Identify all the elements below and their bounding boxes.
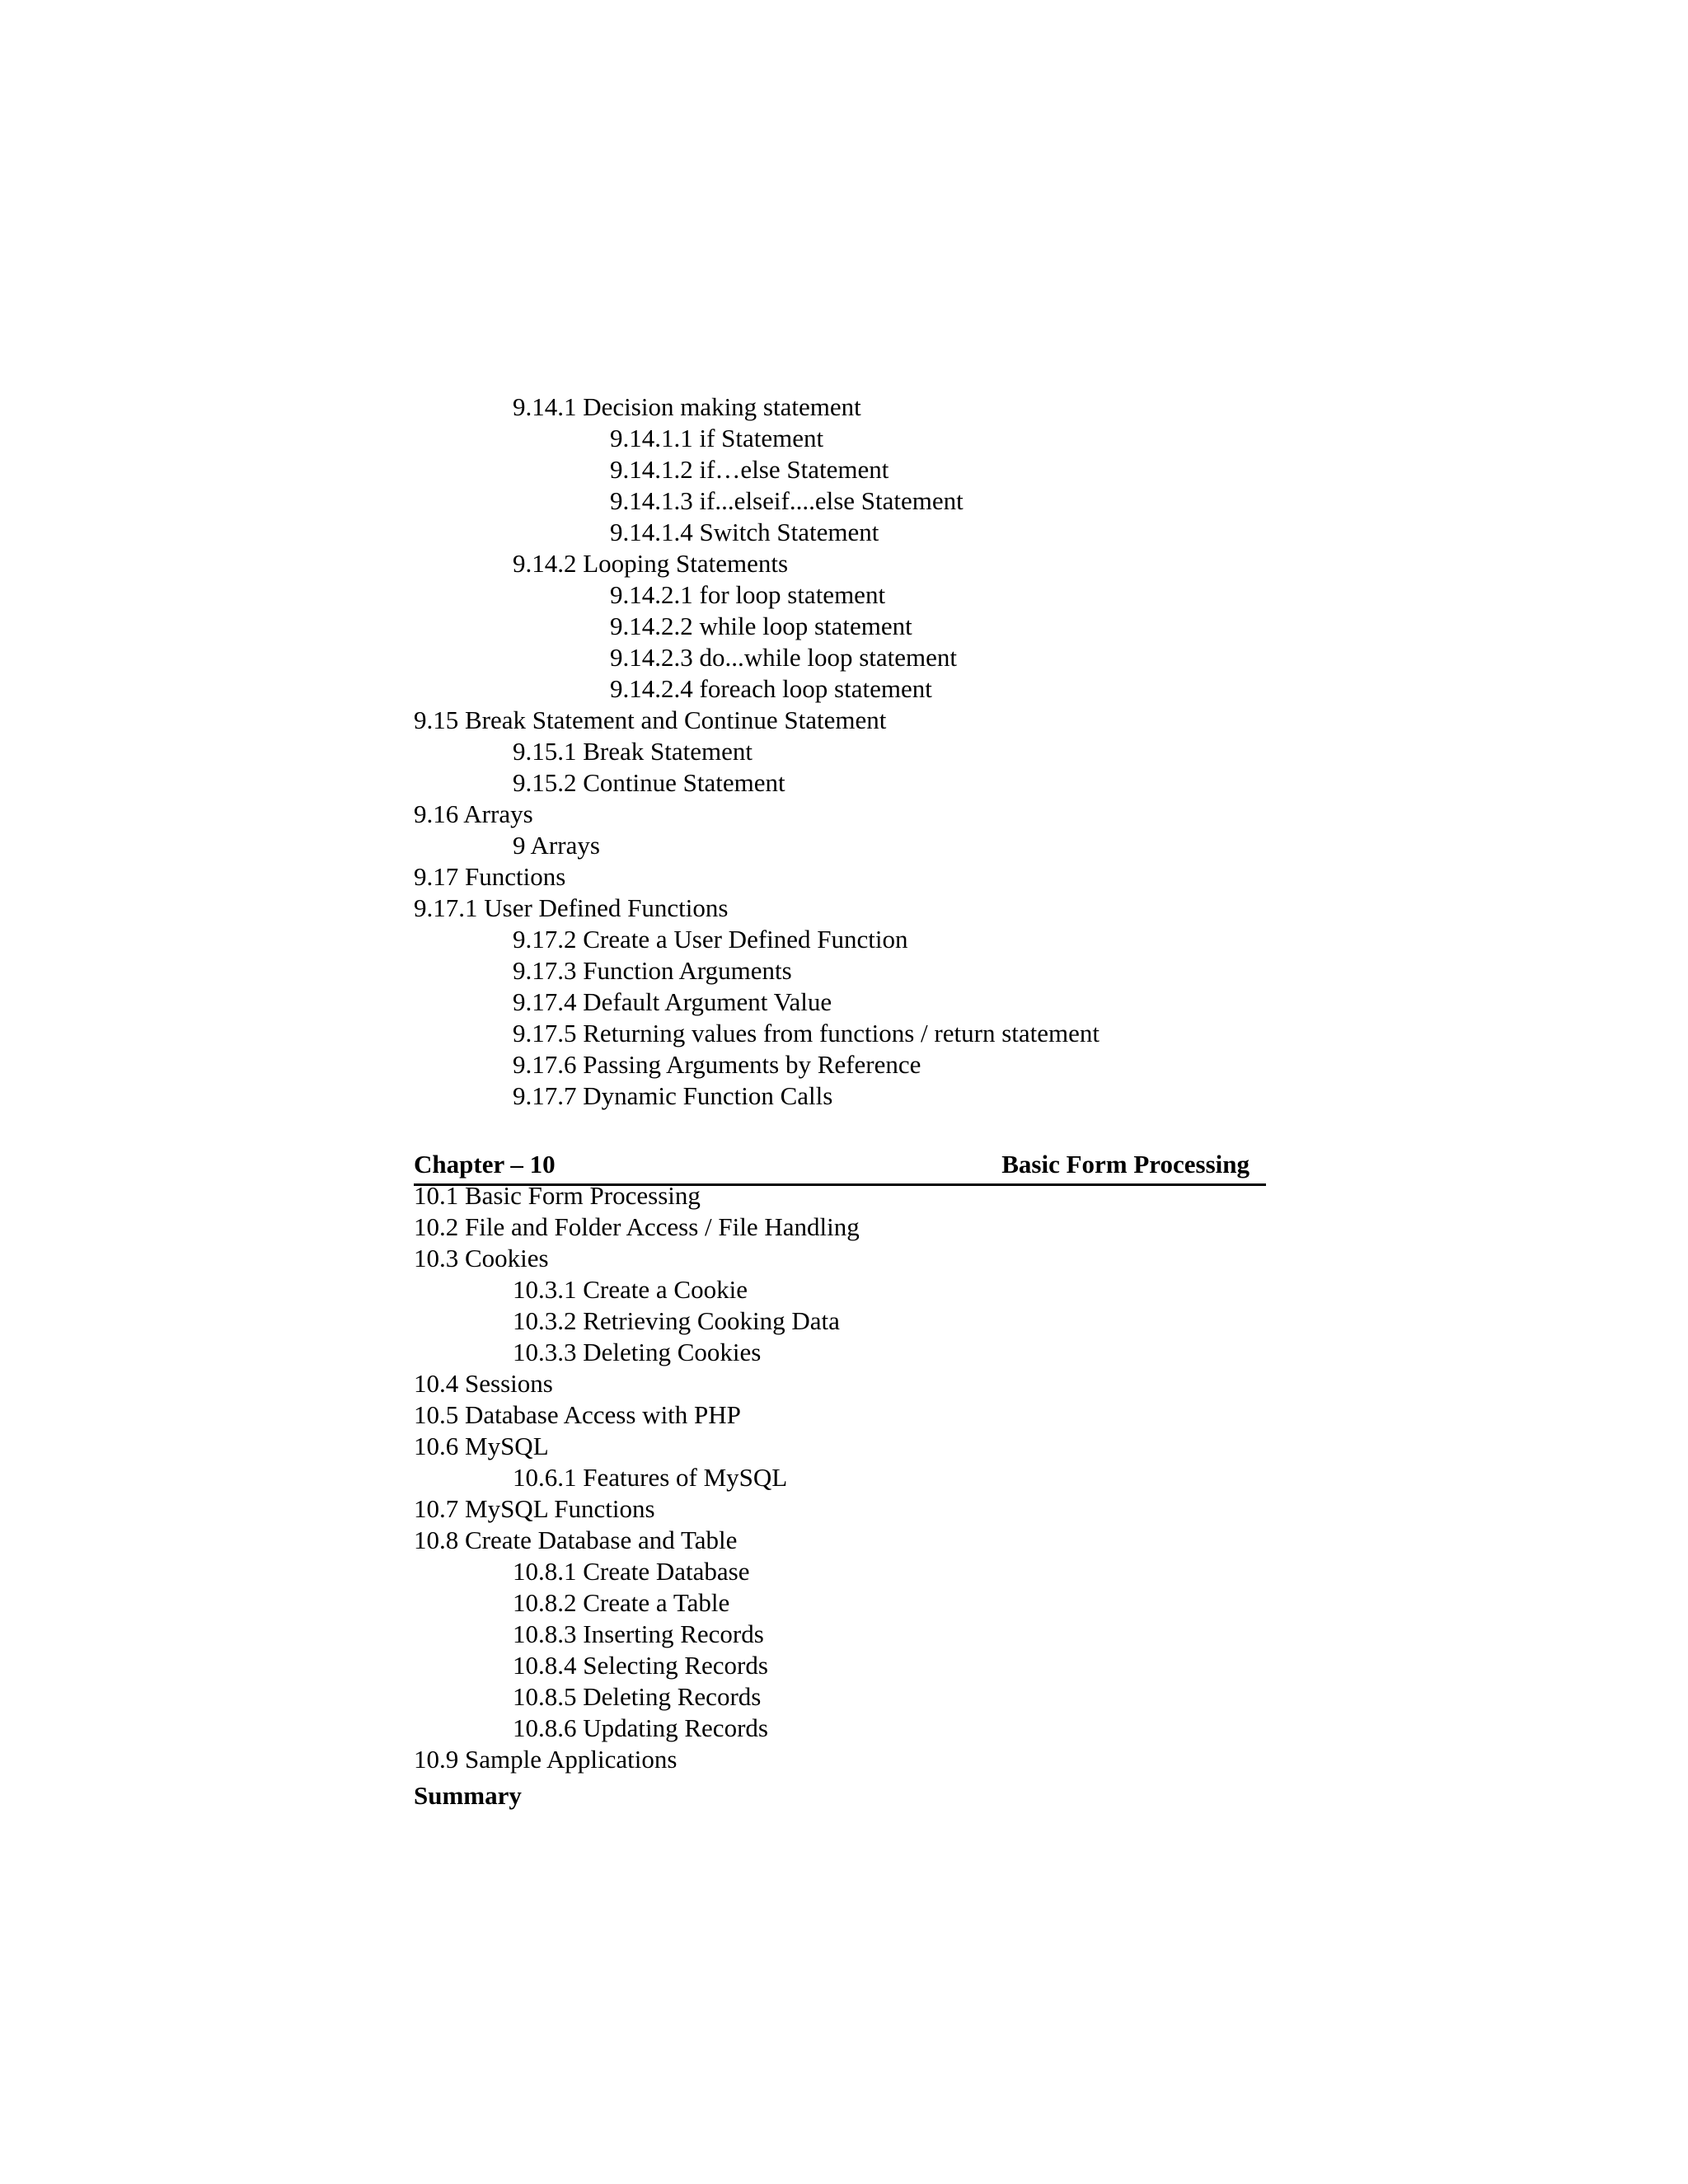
toc-entry: 10.9 Sample Applications — [414, 1745, 678, 1774]
toc-entry: 9.14.1 Decision making statement — [513, 392, 861, 421]
toc-entry: 10.4 Sessions — [414, 1369, 553, 1398]
toc-entry: 9.17.1 User Defined Functions — [414, 893, 729, 922]
summary-heading: Summary — [414, 1781, 522, 1810]
toc-entry: 9.14.1.4 Switch Statement — [610, 518, 879, 546]
chapter-label: Chapter – 10 — [414, 1150, 556, 1179]
toc-entry: 10.6.1 Features of MySQL — [513, 1463, 788, 1492]
toc-entry: 9.17 Functions — [414, 862, 566, 891]
toc-entry: 10.8.2 Create a Table — [513, 1588, 730, 1617]
toc-entry: 10.8.1 Create Database — [513, 1557, 750, 1586]
toc-entry: 10.3.3 Deleting Cookies — [513, 1338, 762, 1366]
toc-entry: 9.17.5 Returning values from functions / return statement — [513, 1019, 1100, 1047]
toc-entry: 9.14.2.2 while loop statement — [610, 612, 912, 640]
toc-entry: 9.14.2.4 foreach loop statement — [610, 674, 932, 703]
toc-entry: 9.14.2.3 do...while loop statement — [610, 643, 958, 672]
toc-entry: 9.15 Break Statement and Continue Statement — [414, 705, 887, 734]
toc-entry: 9.14.1.3 if...elseif....else Statement — [610, 486, 964, 515]
toc-entry: 9.16 Arrays — [414, 799, 533, 828]
toc-entry: 9.15.1 Break Statement — [513, 737, 753, 766]
toc-entry: 10.3.2 Retrieving Cooking Data — [513, 1306, 840, 1335]
toc-entry: 9.14.1.2 if…else Statement — [610, 455, 889, 484]
toc-entry: 9.14.2 Looping Statements — [513, 549, 789, 578]
toc-entry: 10.8.3 Inserting Records — [513, 1619, 764, 1648]
toc-entry: 10.3.1 Create a Cookie — [513, 1275, 748, 1304]
toc-entry: 10.8.6 Updating Records — [513, 1713, 768, 1742]
toc-entry: 9.15.2 Continue Statement — [513, 768, 785, 797]
toc-entry: 9.14.1.1 if Statement — [610, 424, 824, 452]
toc-entry: 10.8 Create Database and Table — [414, 1526, 738, 1554]
toc-entry: 10.7 MySQL Functions — [414, 1494, 655, 1523]
toc-entry: 10.1 Basic Form Processing — [414, 1181, 701, 1210]
toc-entry: 9.17.3 Function Arguments — [513, 956, 792, 985]
toc-entry: 9.17.7 Dynamic Function Calls — [513, 1081, 833, 1110]
toc-entry: 10.6 MySQL — [414, 1432, 549, 1460]
toc-entry: 9 Arrays — [513, 831, 600, 860]
toc-entry: 9.17.2 Create a User Defined Function — [513, 925, 908, 954]
toc-entry: 10.3 Cookies — [414, 1244, 549, 1272]
toc-entry: 10.8.4 Selecting Records — [513, 1651, 768, 1680]
toc-entry: 9.17.4 Default Argument Value — [513, 987, 832, 1016]
chapter-title: Basic Form Processing — [1001, 1150, 1250, 1179]
toc-entry: 10.8.5 Deleting Records — [513, 1682, 762, 1711]
toc-entry: 10.2 File and Folder Access / File Handling — [414, 1212, 860, 1241]
toc-entry: 10.5 Database Access with PHP — [414, 1400, 741, 1429]
toc-entry: 9.14.2.1 for loop statement — [610, 580, 886, 609]
toc-entry: 9.17.6 Passing Arguments by Reference — [513, 1050, 921, 1079]
